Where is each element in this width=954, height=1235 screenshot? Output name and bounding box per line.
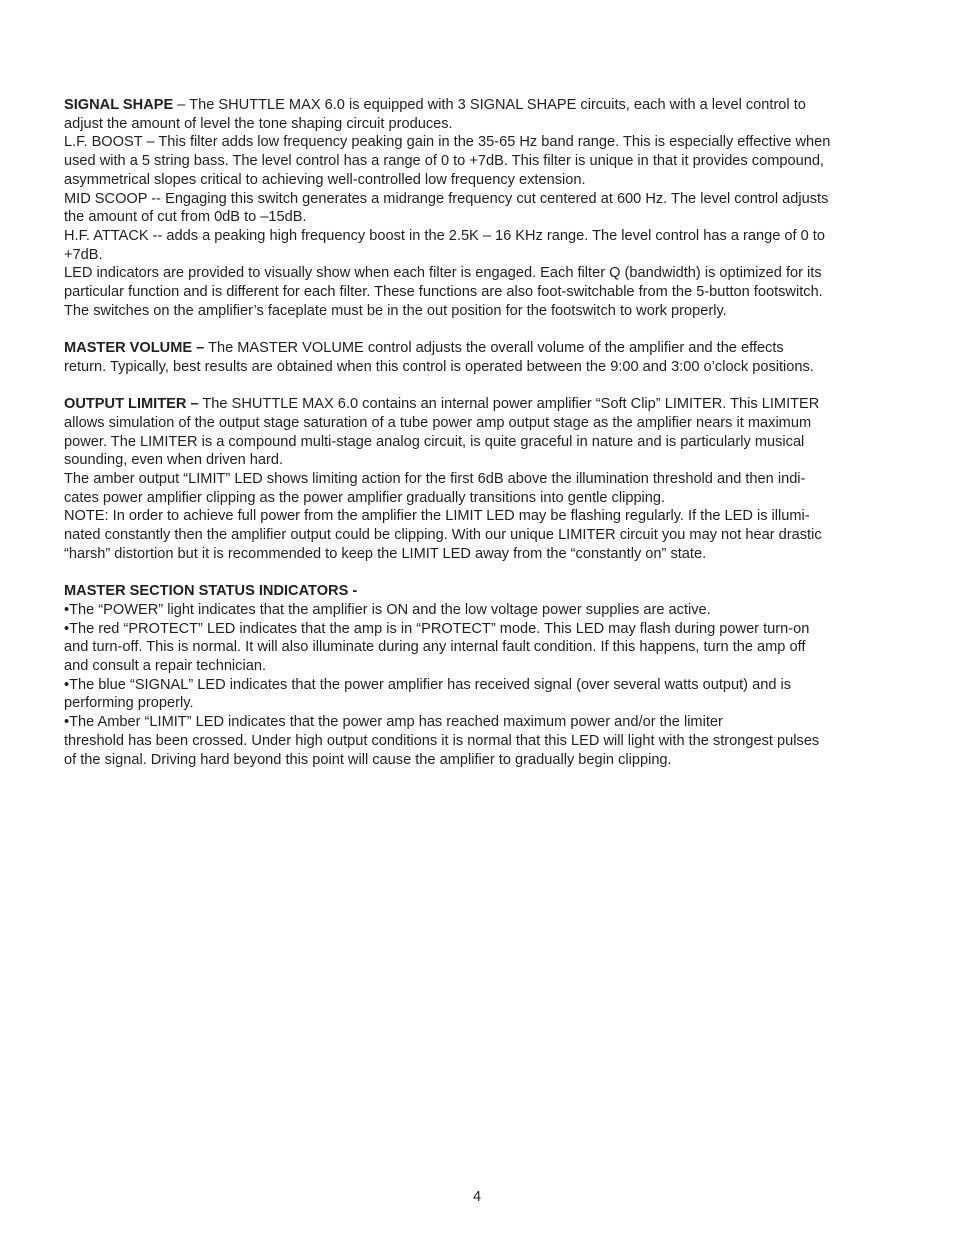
output-limiter-line-7: NOTE: In order to achieve full power from the amplifier the LIMIT LED may be flashing regularly. If the LED is illumi-: [64, 508, 810, 525]
status-indicators-line-3: and turn-off. This is normal. It will also illuminate during any internal fault condition. If this happens, turn the amp off: [64, 639, 806, 656]
output-limiter-line-5: The amber output “LIMIT” LED shows limiting action for the first 6dB above the illumination threshold and then indi-: [64, 471, 806, 488]
signal-shape-line-2: adjust the amount of level the tone shaping circuit produces.: [64, 115, 453, 132]
output-limiter-section: [64, 395, 890, 563]
signal-shape-line-1: SIGNAL SHAPE – The SHUTTLE MAX 6.0 is equipped with 3 SIGNAL SHAPE circuits, each with a level control to: [64, 97, 806, 113]
signal-shape-line-4: used with a 5 string bass. The level control has a range of 0 to +7dB. This filter is unique in that it provides compound,: [64, 153, 824, 170]
status-indicators-line-1: •The “POWER” light indicates that the amplifier is ON and the low voltage power supplies are active.: [64, 601, 711, 618]
status-indicators-line-7: •The Amber “LIMIT” LED indicates that the power amp has reached maximum power and/or the limiter: [64, 714, 723, 731]
master-volume-line-2: return. Typically, best results are obtained when this control is operated between the 9:00 and 3:00 o’clock positions.: [64, 358, 814, 375]
signal-shape-heading: SIGNAL SHAPE: [64, 97, 174, 113]
signal-shape-line-3: L.F. BOOST – This filter adds low frequency peaking gain in the 35-65 Hz band range. This is especially effective when: [64, 134, 831, 151]
status-indicators-section: [64, 582, 890, 769]
output-limiter-line-2: allows simulation of the output stage saturation of a tube power amp output stage as the amplifier nears it maximum: [64, 414, 812, 431]
page-number: 4: [472, 1189, 482, 1205]
status-indicators-line-2: •The red “PROTECT” LED indicates that the amp is in “PROTECT” mode. This LED may flash during power turn-on: [64, 620, 810, 637]
signal-shape-line-12: The switches on the amplifier’s faceplate must be in the out position for the footswitch to work properly.: [64, 302, 727, 319]
signal-shape-line-10: LED indicators are provided to visually show when each filter is engaged. Each filter Q (bandwidth) is optimized for its: [64, 265, 822, 282]
master-volume-section: [64, 339, 890, 376]
signal-shape-line-8: H.F. ATTACK -- adds a peaking high frequency boost in the 2.5K – 16 KHz range. The level control has a range of 0 to: [64, 227, 825, 244]
status-indicators-line-6: performing properly.: [64, 695, 194, 712]
status-indicators-heading: MASTER SECTION STATUS INDICATORS -: [64, 583, 358, 600]
status-indicators-line-5: •The blue “SIGNAL” LED indicates that the power amplifier has received signal (over several watts output) and is: [64, 676, 792, 693]
status-indicators-line-9: of the signal. Driving hard beyond this point will cause the amplifier to gradually begin clipping.: [64, 751, 672, 768]
master-volume-heading: MASTER VOLUME –: [64, 340, 205, 357]
signal-shape-line-5: asymmetrical slopes critical to achieving well-controlled low frequency extension.: [64, 171, 586, 188]
output-limiter-line-6: cates power amplifier clipping as the power amplifier gradually transitions into gentle clipping.: [64, 489, 666, 506]
signal-shape-line-9: +7dB.: [64, 246, 103, 263]
output-limiter-heading: OUTPUT LIMITER –: [64, 396, 199, 413]
output-limiter-line-1: OUTPUT LIMITER – The SHUTTLE MAX 6.0 contains an internal power amplifier “Soft Clip” LIMITER. This LIMITER: [64, 396, 820, 413]
output-limiter-line-4: sounding, even when driven hard.: [64, 452, 284, 469]
output-limiter-line-9: “harsh” distortion but it is recommended to keep the LIMIT LED away from the “constantly on” state.: [64, 545, 707, 562]
output-limiter-line-8: nated constantly then the amplifier output could be clipping. With our unique LIMITER circuit you may not hear drastic: [64, 527, 822, 544]
signal-shape-line-7: the amount of cut from 0dB to –15dB.: [64, 209, 307, 226]
status-indicators-line-4: and consult a repair technician.: [64, 658, 267, 675]
status-indicators-line-8: threshold has been crossed. Under high output conditions it is normal that this LED will light with the strongest pulses: [64, 732, 820, 749]
master-volume-line-1: MASTER VOLUME – The MASTER VOLUME control adjusts the overall volume of the amplifier and the effects: [64, 340, 784, 357]
signal-shape-section: [64, 96, 890, 320]
signal-shape-line-11: particular function and is different for each filter. These functions are also foot-switchable from the 5-button footswitch.: [64, 284, 823, 301]
signal-shape-line-6: MID SCOOP -- Engaging this switch generates a midrange frequency cut centered at 600 Hz. The level control adjusts: [64, 190, 829, 207]
page-content: [64, 96, 890, 788]
output-limiter-line-3: power. The LIMITER is a compound multi-stage analog circuit, is quite graceful in nature and is particularly musical: [64, 433, 805, 450]
